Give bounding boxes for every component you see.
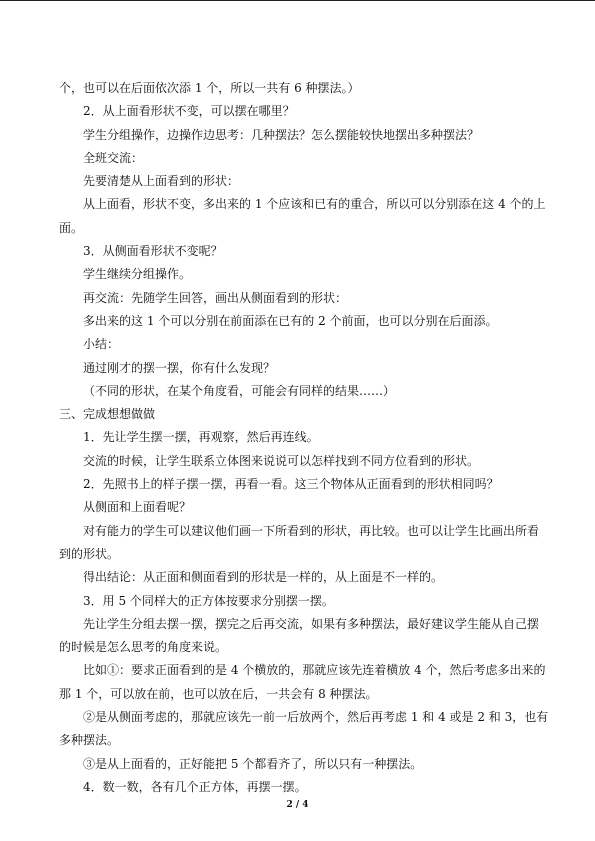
text-line: 到的形状。 bbox=[59, 546, 120, 561]
text-line: ②是从侧面考虑的，那就应该先一前一后放两个，然后再考虑 1 和 4 或是 2 和 3，也有 bbox=[83, 710, 549, 725]
text-line: 交流的时候，让学生联系立体图来说说可以怎样找到不同方位看到的形状。 bbox=[83, 453, 480, 468]
text-line: 小结： bbox=[83, 337, 120, 352]
text-line: 个，也可以在后面依次添 1 个，所以一共有 6 种摆法。） bbox=[59, 81, 360, 95]
document-body bbox=[59, 77, 549, 799]
text-line: 先让学生分组去摆一摆，摆完之后再交流，如果有多种摆法，最好建议学生能从自己摆 bbox=[83, 616, 540, 631]
text-line: 学生分组操作，边操作边思考：几种摆法？怎么摆能较快地摆出多种摆法？ bbox=[83, 127, 480, 142]
text-line: 1．先让学生摆一摆，再观察，然后再连线。 bbox=[83, 430, 319, 445]
text-line: 通过刚才的摆一摆，你有什么发现？ bbox=[83, 360, 276, 375]
text-line: 4．数一数，各有几个正方体，再摆一摆。 bbox=[83, 779, 307, 794]
header-rule bbox=[0, 0, 595, 1]
text-line: 学生继续分组操作。 bbox=[83, 267, 192, 282]
text-line: 多种摆法。 bbox=[59, 733, 120, 748]
page-number: 2 / 4 bbox=[286, 800, 309, 810]
text-line: 三、完成想想做做 bbox=[59, 407, 156, 422]
text-line: 从侧面和上面看呢？ bbox=[83, 500, 192, 515]
text-line: 那 1 个，可以放在前，也可以放在后，一共会有 8 种摆法。 bbox=[59, 686, 378, 701]
text-line: 面。 bbox=[59, 220, 84, 235]
text-line: ③是从上面看的，正好能把 5 个都看齐了，所以只有一种摆法。 bbox=[83, 756, 423, 771]
text-line: 3．从侧面看形状不变呢？ bbox=[83, 244, 223, 259]
text-line: 从上面看，形状不变，多出来的 1 个应该和已有的重合，所以可以分别添在这 4 个的上 bbox=[83, 197, 546, 212]
text-line: 全班交流： bbox=[83, 150, 144, 165]
text-line: 比如①：要求正面看到的是 4 个横放的，那就应该先连着横放 4 个，然后考虑多出来的 bbox=[83, 663, 546, 678]
text-line: 再交流：先随学生回答，画出从侧面看到的形状： bbox=[83, 290, 348, 305]
text-line: 得出结论：从正面和侧面看到的形状是一样的，从上面是不一样的。 bbox=[83, 570, 444, 585]
text-line: 的时候是怎么思考的角度来说。 bbox=[59, 640, 228, 655]
text-line: 多出来的这 1 个可以分别在前面添在已有的 2 个前面，也可以分别在后面添。 bbox=[83, 313, 498, 328]
text-line: 2．先照书上的样子摆一摆，再看一看。这三个物体从正面看到的形状相同吗？ bbox=[83, 477, 499, 492]
text-line: （不同的形状，在某个角度看，可能会有同样的结果……） bbox=[83, 383, 396, 398]
text-line: 3．用 5 个同样大的正方体按要求分别摆一摆。 bbox=[83, 593, 334, 608]
text-line: 对有能力的学生可以建议他们画一下所看到的形状，再比较。也可以让学生比画出所看 bbox=[83, 523, 540, 538]
text-line: 先要清楚从上面看到的形状： bbox=[83, 174, 240, 189]
text-line: 2．从上面看形状不变，可以摆在哪里？ bbox=[83, 104, 295, 119]
